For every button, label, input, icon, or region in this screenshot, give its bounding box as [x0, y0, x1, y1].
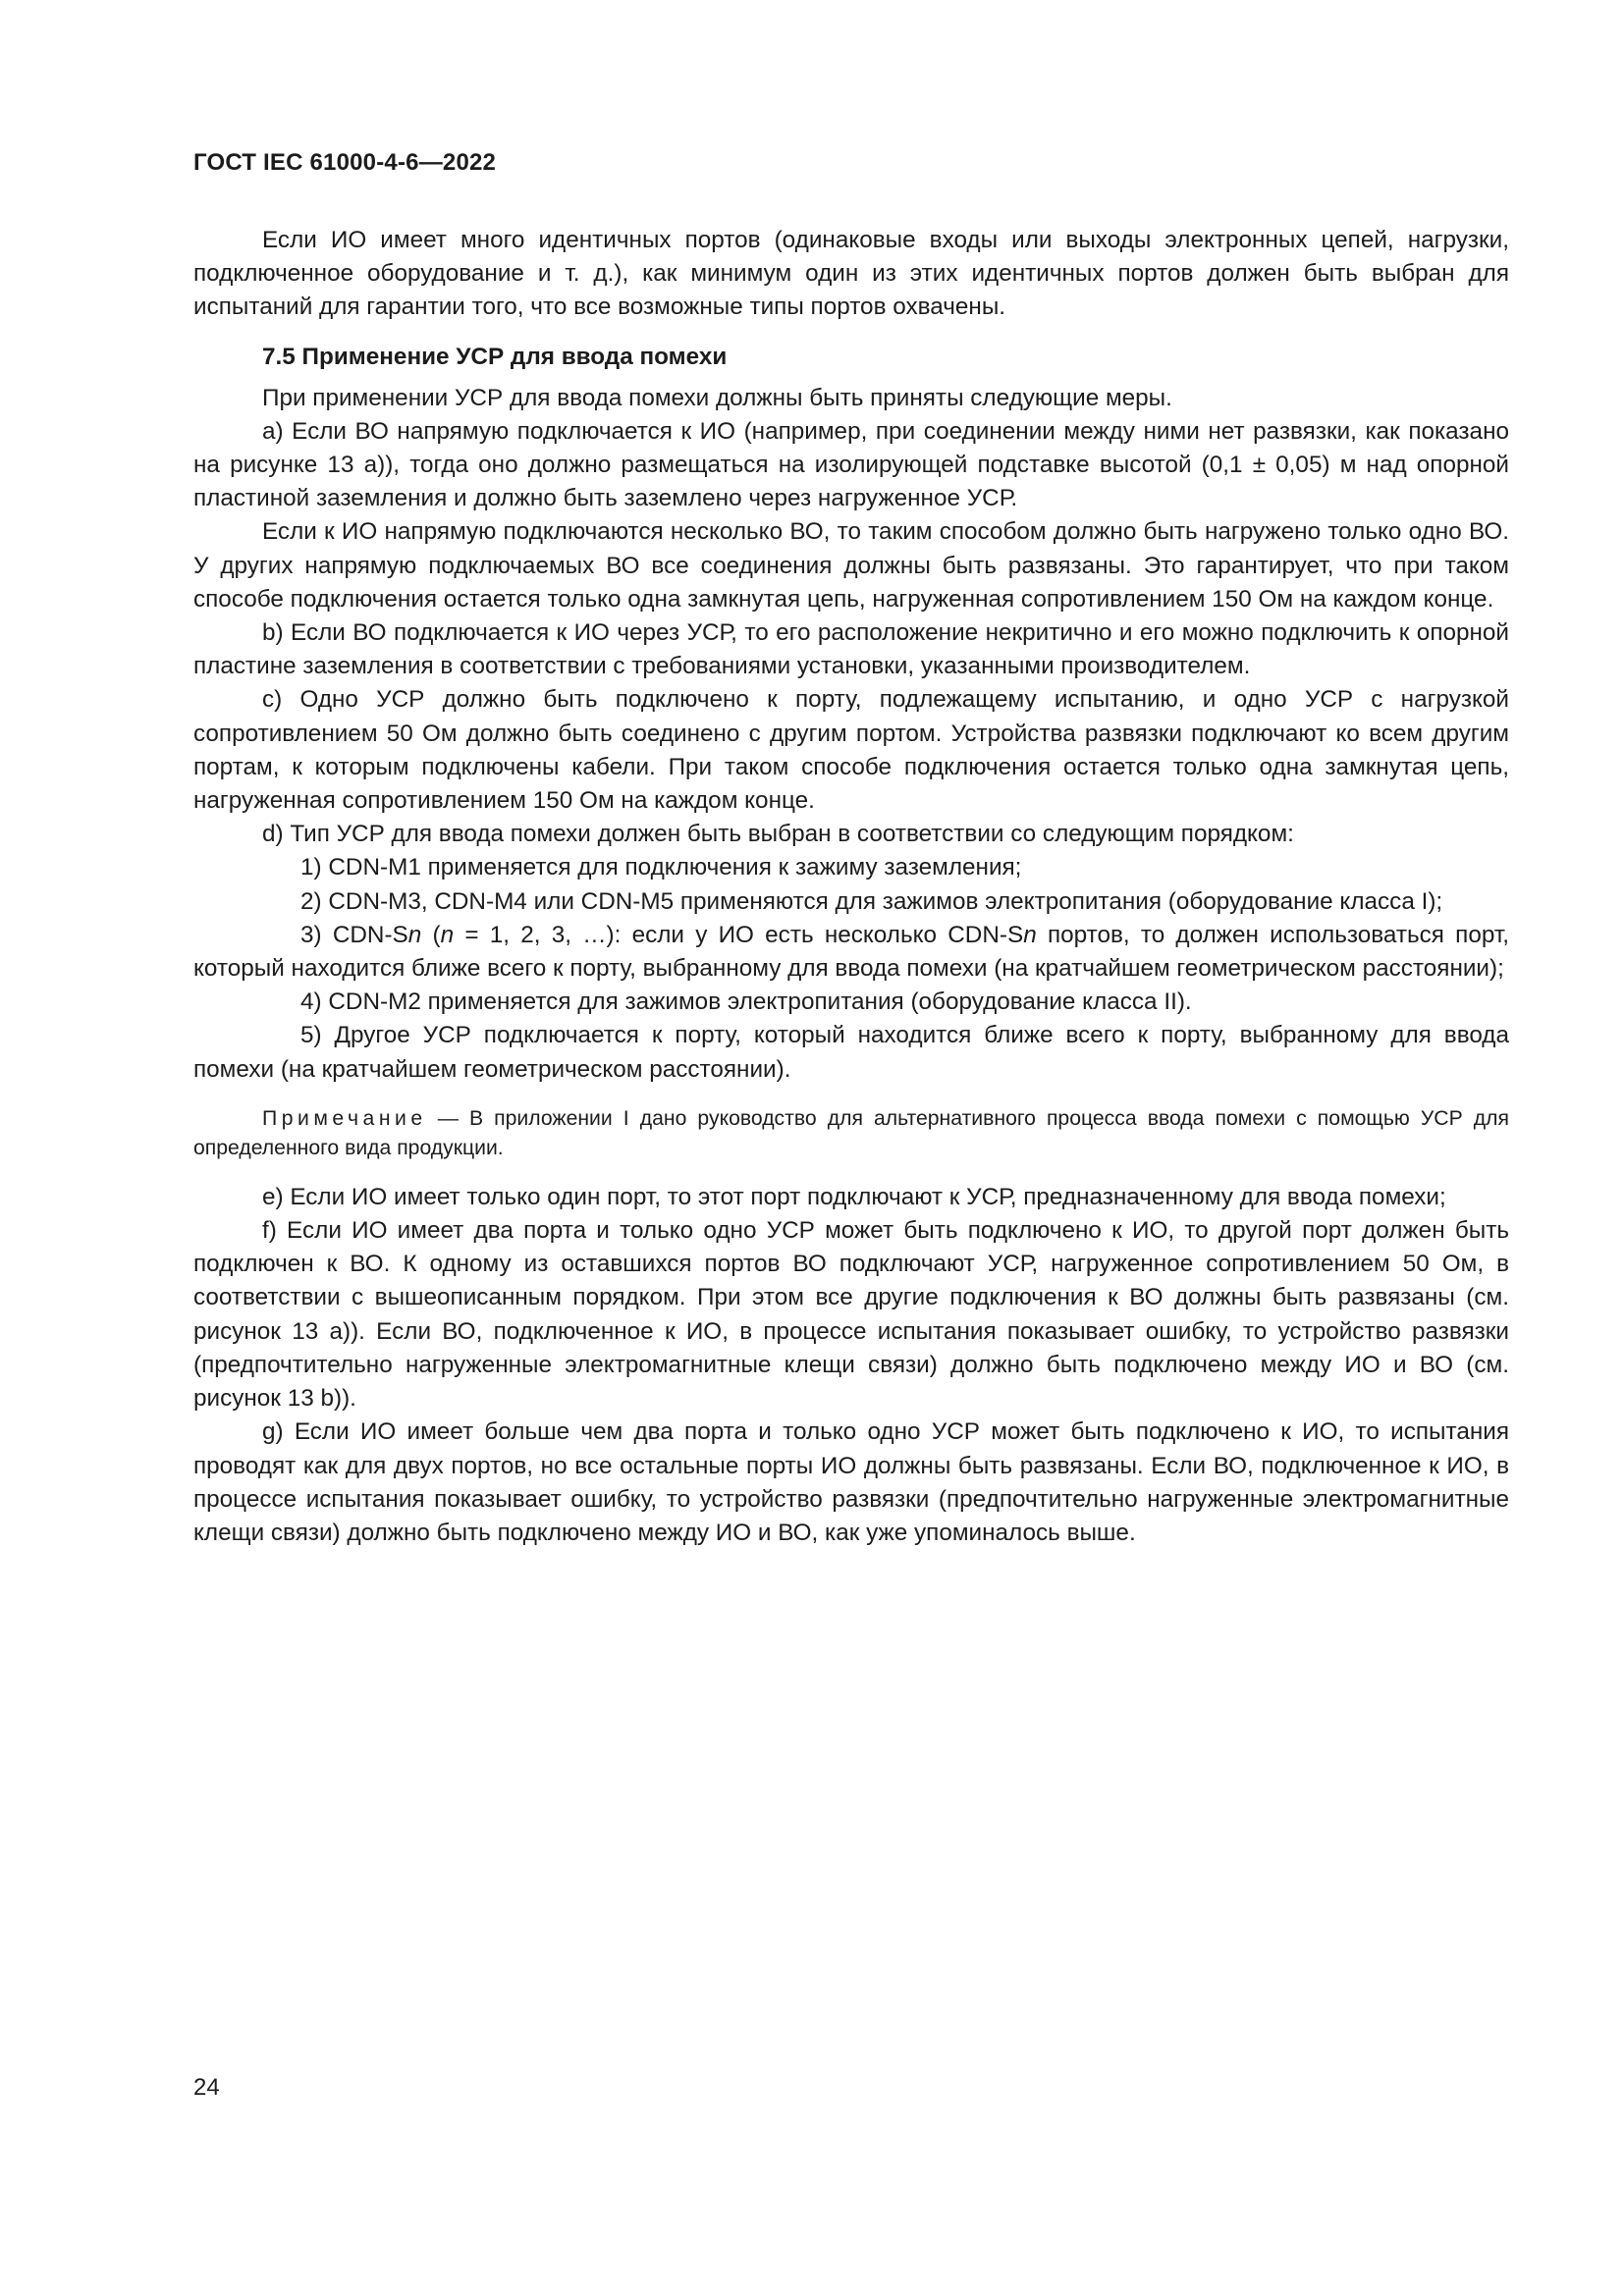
- item-a-paragraph: a) Если ВО напрямую подключается к ИО (например, при соединении между ними нет развязки, как показано на рисунке 13 а)), тогда оно должно размещаться на изолирующей подставке высотой (0,1 ± 0,05) м над опорной пластиной заземления и должно быть заземлено через нагруженное УСР.: [193, 417, 1509, 512]
- item-d3-n2: n: [440, 921, 455, 948]
- item-d3-paren-open: (: [421, 921, 441, 948]
- note-paragraph: [193, 1104, 1509, 1163]
- item-f-paragraph: f) Если ИО имеет два порта и только одно УСР может быть подключено к ИО, то другой порт должен быть подключен к ВО. К одному из оставшихся портов ВО подключают УСР, нагруженное сопротивлением 50 Ом, в соответствии с вышеописанным порядком. При этом все другие подключения к ВО должны быть развязаны (см. рисунок 13 а)). Если ВО, подключенное к ИО, в процессе испытания показывает ошибку, то устройство развязки (предпочтительно нагруженные электромагнитные клещи связи) должно быть подключено между ИО и ВО (см. рисунок 13 b)).: [193, 1217, 1509, 1413]
- item-g-paragraph: g) Если ИО имеет больше чем два порта и только одно УСР может быть подключено к ИО, то испытания проводят как для двух портов, но все остальные порты ИО должны быть развязаны. Если ВО, подключенное к ИО, в процессе испытания показывает ошибку, то устройство развязки (предпочтительно нагруженные электромагнитные клещи связи) должно быть подключено между ИО и ВО, как уже упоминалось выше.: [193, 1418, 1509, 1546]
- item-d3-n: n: [407, 921, 422, 948]
- note-label: Примечание: [262, 1106, 427, 1130]
- item-d3-mid: = 1, 2, 3, …): если у ИО есть несколько CDN-S: [454, 921, 1024, 948]
- item-d3-n3: n: [1023, 921, 1037, 948]
- note-text: — В приложении I дано руководство для альтернативного процесса ввода помехи с помощью УСР для определенного вида продукции.: [193, 1106, 1509, 1159]
- intro-paragraph: Если ИО имеет много идентичных портов (одинаковые входы или выходы электронных цепей, нагрузки, подключенное оборудование и т. д.), как минимум один из этих идентичных портов должен быть выбран для испытаний для гарантии того, что все возможные типы портов охвачены.: [193, 227, 1509, 321]
- item-d3-paragraph: [193, 919, 1509, 986]
- item-d1-paragraph: 1) CDN-M1 применяется для подключения к зажиму заземления;: [300, 854, 1022, 881]
- item-a-continuation: Если к ИО напрямую подключаются несколько ВО, то таким способом должно быть нагружено только одно ВО. У других напрямую подключаемых ВО все соединения должны быть развязаны. Это гарантирует, что при таком способе подключения остается только одна замкнутая цепь, нагруженная сопротивлением 150 Ом на каждом конце.: [193, 518, 1509, 613]
- document-body: [193, 224, 1509, 1550]
- document-header: ГОСТ IEC 61000-4-6—2022: [193, 149, 497, 176]
- item-d4-paragraph: 4) CDN-M2 применяется для зажимов электропитания (оборудование класса II).: [300, 988, 1192, 1016]
- item-d3-rest: портов, то должен использоваться порт, который находится ближе всего к порту, выбранному для ввода помехи (на кратчайшем геометрическом расстоянии);: [193, 921, 1509, 983]
- item-d-paragraph: d) Тип УСР для ввода помехи должен быть выбран в соответствии со следующим порядком:: [262, 821, 1294, 848]
- section-title: 7.5 Применение УСР для ввода помехи: [262, 343, 728, 370]
- lead-paragraph: При применении УСР для ввода помехи должны быть приняты следующие меры.: [262, 384, 1172, 411]
- item-e-paragraph: e) Если ИО имеет только один порт, то этот порт подключают к УСР, предназначенному для ввода помехи;: [262, 1183, 1446, 1210]
- item-d3-prefix: 3) CDN-S: [300, 921, 408, 948]
- page-number: 24: [193, 2074, 220, 2101]
- item-b-paragraph: b) Если ВО подключается к ИО через УСР, то его расположение некритично и его можно подключить к опорной пластине заземления в соответствии с требованиями установки, указанными производителем.: [193, 619, 1509, 680]
- item-d5-paragraph: 5) Другое УСР подключается к порту, который находится ближе всего к порту, выбранному для ввода помехи (на кратчайшем геометрическом расстоянии).: [193, 1022, 1509, 1083]
- item-d2-paragraph: 2) CDN-M3, CDN-M4 или CDN-M5 применяются для зажимов электропитания (оборудование класса I);: [300, 887, 1443, 915]
- item-c-paragraph: c) Одно УСР должно быть подключено к порту, подлежащему испытанию, и одно УСР с нагрузкой сопротивлением 50 Ом должно быть соединено с другим портом. Устройства развязки подключают ко всем другим портам, к которым подключены кабели. При таком способе подключения остается только одна замкнутая цепь, нагруженная сопротивлением 150 Ом на каждом конце.: [193, 686, 1509, 815]
